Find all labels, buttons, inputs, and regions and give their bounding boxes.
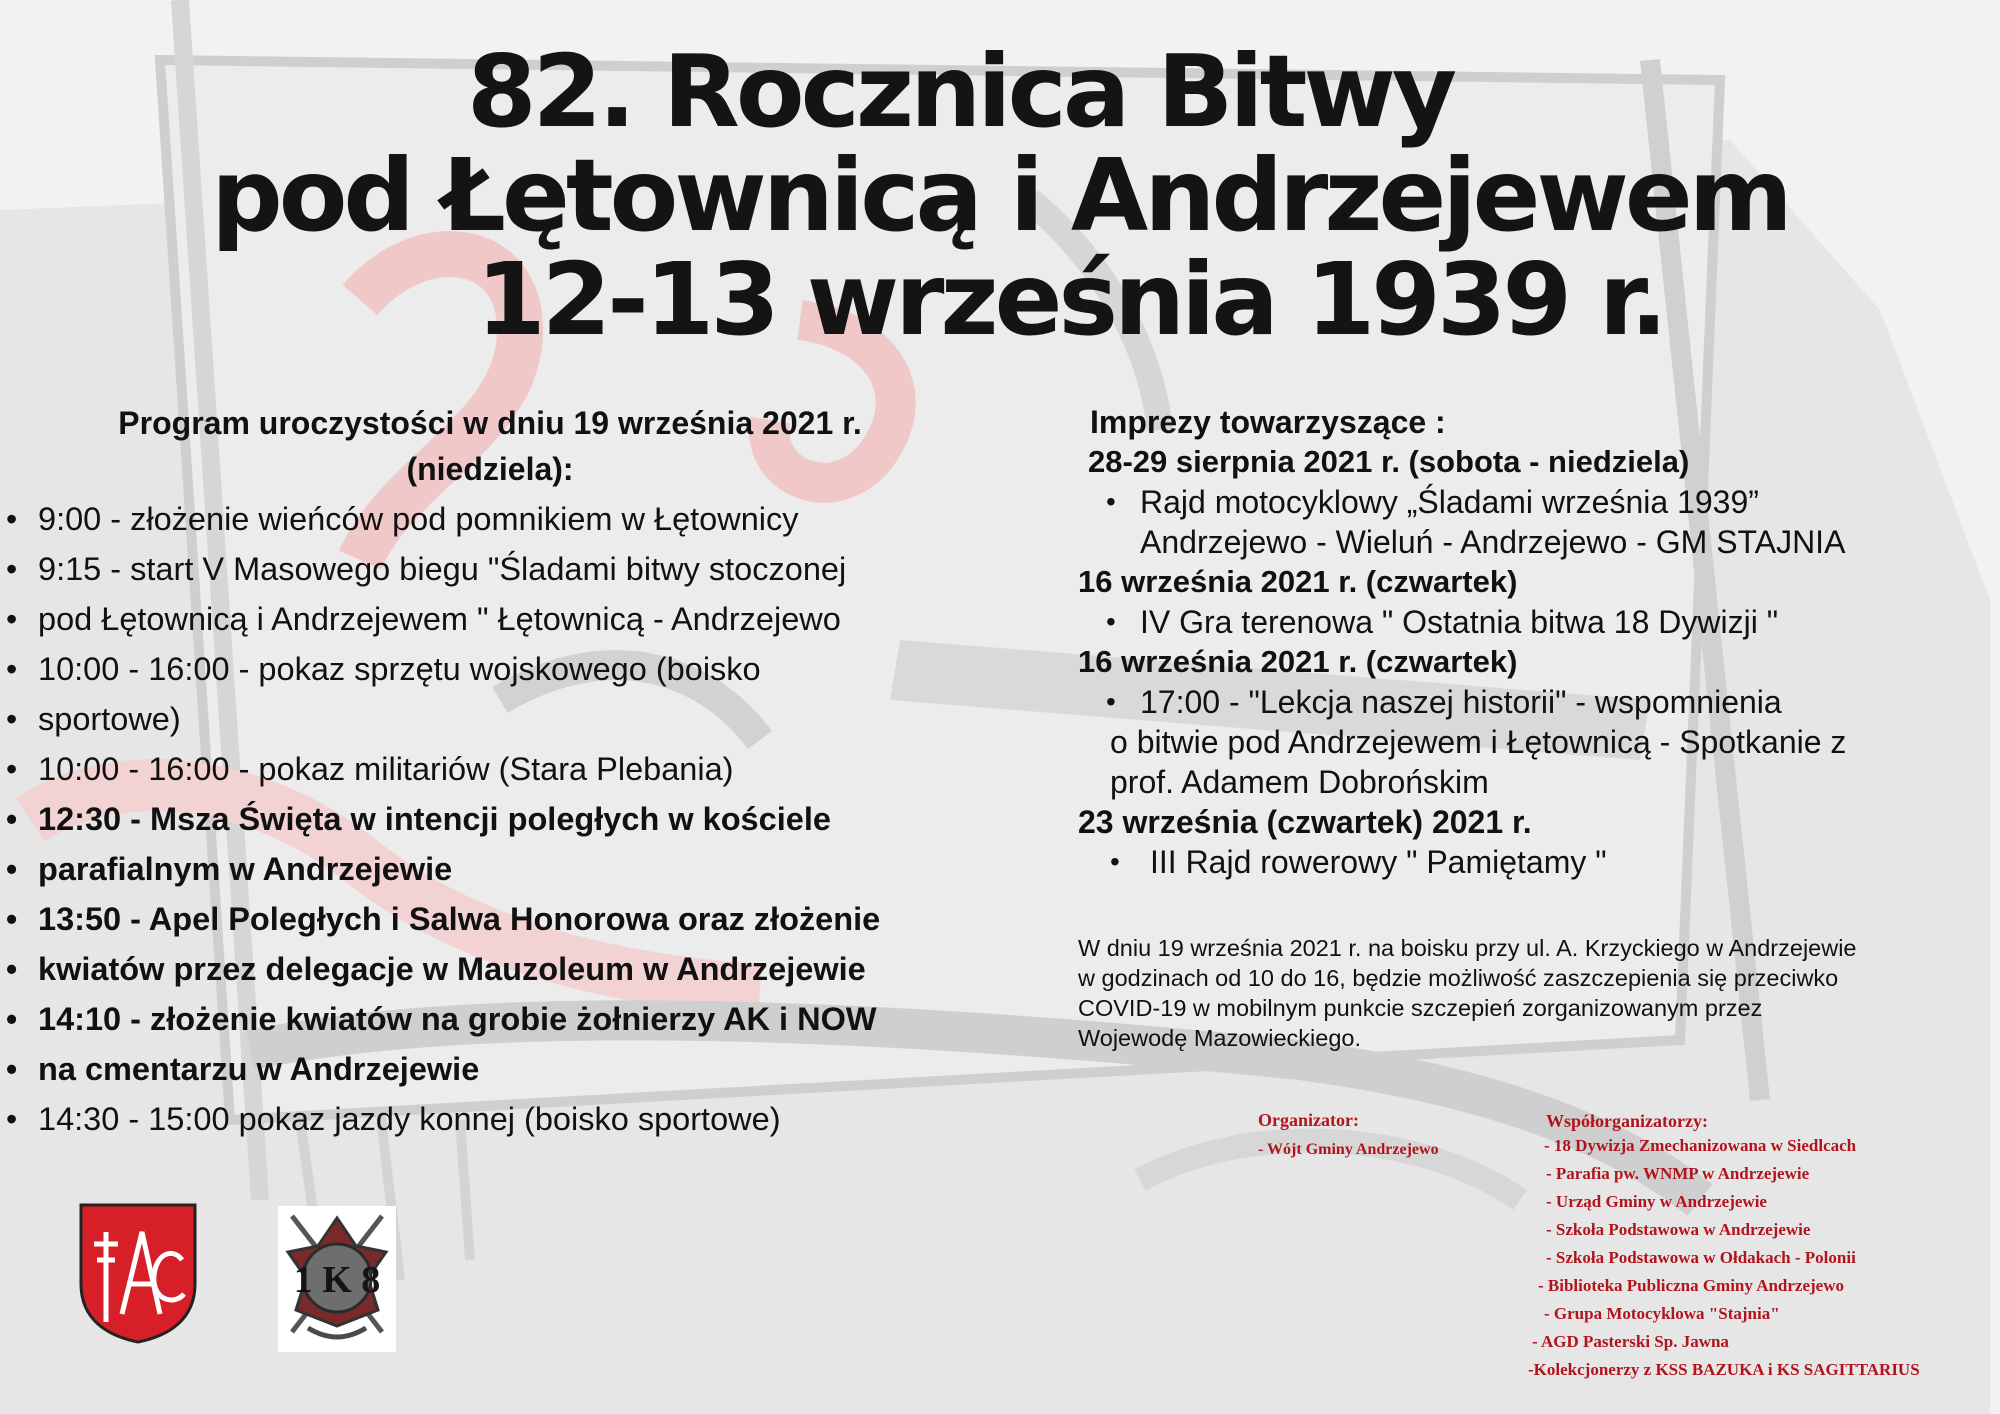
event-item <box>1078 682 1978 722</box>
program-item: • 12:30 - Msza Święta w intencji poległych w kościele <box>38 794 1010 844</box>
event-date: 16 września 2021 r. (czwartek) <box>1078 644 1518 679</box>
coorganizer-item: -Kolekcjonerzy z KSS BAZUKA i KS SAGITTARIUS <box>1528 1360 1920 1379</box>
bullet-icon: • <box>1106 606 1116 637</box>
event-item <box>1078 602 1978 642</box>
program-item: • 14:10 - złożenie kwiatów na grobie żołnierzy AK i NOW <box>38 994 1010 1044</box>
program-item: • 10:00 - 16:00 - pokaz militariów (Stara Plebania) <box>38 744 1010 794</box>
18-division-badge-logo <box>278 1206 396 1352</box>
program-item: • kwiatów przez delegacje w Mauzoleum w Andrzejewie <box>38 944 1010 994</box>
coorganizer-item: - Szkoła Podstawowa w Andrzejewie <box>1546 1220 1811 1239</box>
program-item: • 10:00 - 16:00 - pokaz sprzętu wojskowego (boisko <box>38 644 1010 694</box>
notice-line: w godzinach od 10 do 16, będzie możliwość zaszczepienia się przeciwko <box>1078 965 1839 991</box>
coorganizer-item: - Biblioteka Publiczna Gminy Andrzejewo <box>1538 1276 1844 1295</box>
vaccination-notice <box>1078 933 1978 1053</box>
program-item: • 9:15 - start V Masowego biegu "Śladami bitwy stoczonej <box>38 544 1010 594</box>
coorganizer-item: - Urząd Gminy w Andrzejewie <box>1546 1192 1767 1211</box>
coorganizer-item: - 18 Dywizja Zmechanizowana w Siedlcach <box>1544 1136 1857 1155</box>
program-heading <box>0 400 980 492</box>
bullet-icon: • <box>1106 686 1116 717</box>
coorganizer-item: - AGD Pasterski Sp. Jawna <box>1532 1332 1729 1351</box>
andrzejewo-coat-of-arms-logo <box>78 1202 198 1344</box>
event-item <box>1078 842 1978 882</box>
notice-line: COVID-19 w mobilnym punkcie szczepień zorganizowanym przez <box>1078 995 1763 1021</box>
notice-line: Wojewodę Mazowieckiego. <box>1078 1025 1362 1051</box>
poster-title <box>0 33 2000 358</box>
event-item-continuation: prof. Adamem Dobrońskim <box>1110 764 1489 800</box>
notice-line: W dniu 19 września 2021 r. na boisku przy ul. A. Krzyckiego w Andrzejewie <box>1078 935 1857 961</box>
event-item-text: IV Gra terenowa " Ostatnia bitwa 18 Dywizji " <box>1140 604 1779 640</box>
title-line-3: 12-13 września 1939 r. <box>476 241 1664 358</box>
organizer-label: Organizator: <box>1258 1110 1359 1130</box>
bullet-icon: • <box>1110 846 1120 877</box>
coorganizers-block <box>1528 1110 1920 1384</box>
bullet-icon: • <box>1106 486 1116 517</box>
coorganizer-item: - Grupa Motocyklowa "Stajnia" <box>1544 1304 1780 1323</box>
title-line-1: 82. Rocznica Bitwy <box>466 33 1454 150</box>
organizer-name: - Wójt Gminy Andrzejewo <box>1258 1141 1439 1158</box>
events-section <box>1078 402 1978 882</box>
event-item-continuation: Andrzejewo - Wieluń - Andrzejewo - GM STAJNIA <box>1140 524 1846 560</box>
event-item-text: Rajd motocyklowy „Śladami września 1939” <box>1140 484 1759 520</box>
coorganizers-label: Współorganizatorzy: <box>1546 1111 1708 1131</box>
program-item: • 13:50 - Apel Poległych i Salwa Honorowa oraz złożenie <box>38 894 1010 944</box>
program-section <box>0 400 1010 1144</box>
event-item-text: 17:00 - "Lekcja naszej historii" - wspomnienia <box>1140 684 1782 720</box>
title-line-2: pod Łętownicą i Andrzejewem <box>211 137 1789 254</box>
program-item: • na cmentarzu w Andrzejewie <box>38 1044 1010 1094</box>
program-heading-line-1: Program uroczystości w dniu 19 września 2021 r. <box>118 405 862 441</box>
event-item <box>1078 482 1978 522</box>
program-item: • 9:00 - złożenie wieńców pod pomnikiem w Łętownicy <box>38 494 1010 544</box>
organizer-block <box>1258 1110 1439 1159</box>
program-item: • parafialnym w Andrzejewie <box>38 844 1010 894</box>
program-list <box>0 494 1010 1144</box>
program-heading-line-2: (niedziela): <box>406 451 574 487</box>
event-date: 16 września 2021 r. (czwartek) <box>1078 564 1518 599</box>
coorganizer-item: - Szkoła Podstawowa w Ołdakach - Polonii <box>1546 1248 1856 1267</box>
program-item: • 14:30 - 15:00 pokaz jazdy konnej (boisko sportowe) <box>38 1094 1010 1144</box>
events-heading: Imprezy towarzyszące : <box>1090 404 1446 440</box>
event-item-continuation: o bitwie pod Andrzejewem i Łętownicą - Spotkanie z <box>1110 724 1847 760</box>
event-item-text: III Rajd rowerowy " Pamiętamy " <box>1150 844 1607 880</box>
coorganizer-item: - Parafia pw. WNMP w Andrzejewie <box>1546 1164 1810 1183</box>
event-date: 28-29 sierpnia 2021 r. (sobota - niedziela) <box>1088 444 1690 479</box>
program-item: • sportowe) <box>38 694 1010 744</box>
division-badge-text: 1 K 8 <box>293 1259 381 1301</box>
program-item: • pod Łętownicą i Andrzejewem " Łętownicą - Andrzejewo <box>38 594 1010 644</box>
event-date: 23 września (czwartek) 2021 r. <box>1078 804 1532 840</box>
